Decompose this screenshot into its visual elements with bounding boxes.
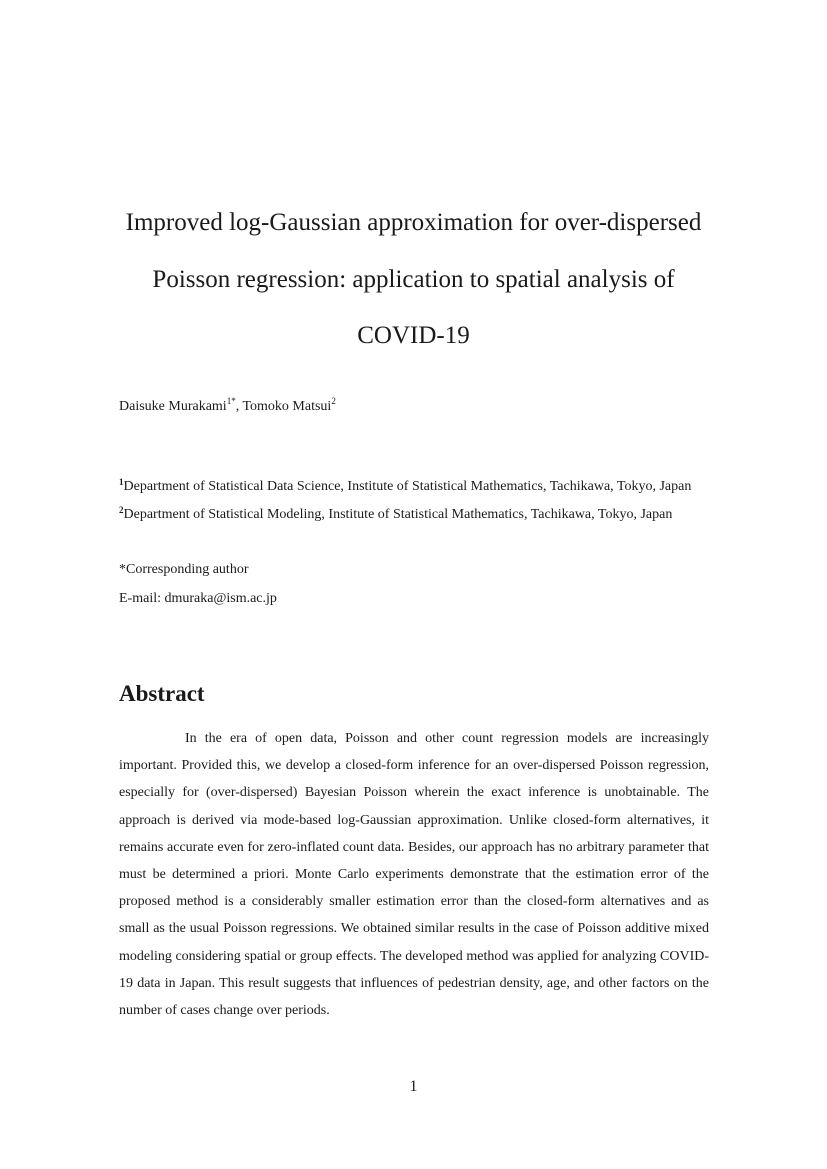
author-name: Daisuke Murakami: [119, 399, 227, 414]
author-marker: 1*: [226, 396, 236, 406]
affiliation-1: [119, 477, 691, 497]
affiliation-text: Department of Statistical Modeling, Institute of Statistical Mathematics, Tachikawa, Tokyo, Japan: [123, 507, 673, 522]
author-name: Tomoko Matsui: [242, 399, 332, 414]
title-line-3: COVID-19: [357, 322, 470, 349]
corresponding-email: E-mail: dmuraka@ism.ac.jp: [119, 591, 277, 606]
page-number: 1: [409, 1078, 418, 1095]
title-line-2: Poisson regression: application to spatial analysis of: [152, 266, 675, 293]
affiliation-text: Department of Statistical Data Science, Institute of Statistical Mathematics, Tachikawa, Tokyo, Japan: [123, 479, 692, 494]
affiliation-2: [119, 505, 672, 525]
affiliation-marker: 2: [119, 505, 124, 515]
title-line-1: Improved log-Gaussian approximation for over-dispersed: [125, 209, 702, 236]
author-list: Daisuke Murakami$^{1*}$, Tomoko Matsui$^2$: [119, 396, 336, 414]
abstract-text: In the era of open data, Poisson and other count regression models are increasingly important. Provided this, we develop a closed-form inference for an over-dispersed Poisson regression, especially for (over-dispersed) Bayesian Poisson wherein the exact inference is unobtainable. The approach is derived via mode-based log-Gaussian approximation. Unlike closed-form alternatives, it remains accurate even for zero-inflated count data. Besides, our approach has no arbitrary parameter that must be determined a priori. Monte Carlo experiments demonstrate that the estimation error of the proposed method is a considerably smaller estimation error than the closed-form alternatives and as small as the usual Poisson regressions. We obtained similar results in the case of Poisson additive mixed modeling considering spatial or group effects. The developed method was applied for analyzing COVID-19 data in Japan. This result suggests that influences of pedestrian density, age, and other factors on the number of cases change over periods.: [119, 731, 709, 1019]
abstract-heading: Abstract: [119, 681, 205, 706]
author-marker: 2: [331, 396, 336, 406]
corresponding-author-label: *Corresponding author: [119, 562, 249, 577]
affiliation-marker: 1: [119, 477, 124, 487]
